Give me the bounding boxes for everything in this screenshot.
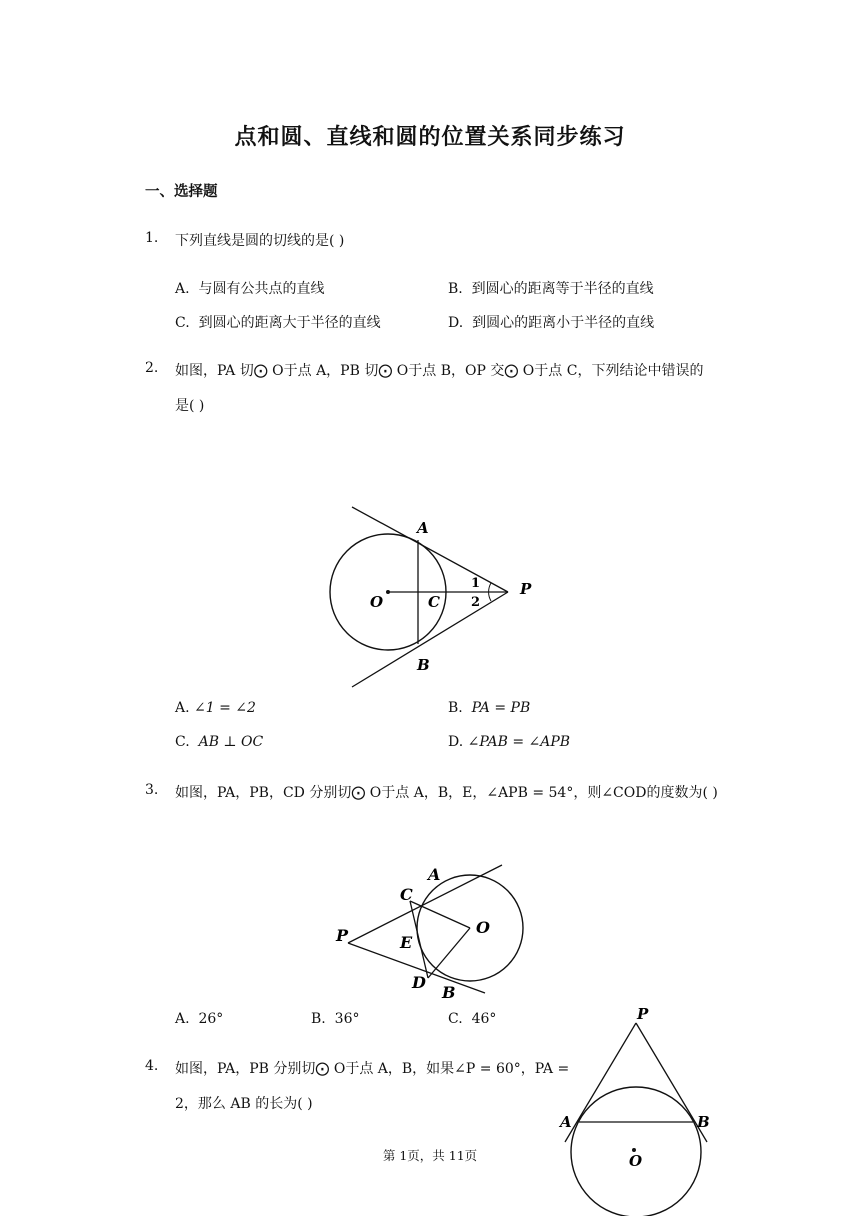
option-text: 36° [334, 1011, 360, 1027]
option-label: D. [448, 734, 464, 750]
question-number: 4. [145, 1058, 159, 1074]
option-text: 26° [198, 1011, 224, 1027]
figure-tangents-cd [330, 855, 530, 1005]
figure-tangents-60deg [555, 1005, 720, 1216]
label-c: C [428, 593, 440, 611]
label-d: D [412, 973, 426, 992]
label-o: O [476, 918, 490, 937]
label-b: B [417, 656, 430, 674]
question-number: 2. [145, 360, 159, 376]
label-a: A [560, 1113, 572, 1131]
option-c [448, 1011, 496, 1027]
option-label: C. [175, 734, 190, 750]
label-angle-2: 2 [471, 595, 481, 610]
option-label: B. [448, 700, 463, 716]
option-label: C. [448, 1011, 463, 1027]
option-label: A. [175, 700, 190, 716]
option-b [448, 278, 654, 298]
label-a: A [417, 519, 429, 537]
option-text: PA = PB [471, 700, 531, 716]
option-d [448, 734, 570, 750]
option-label: C. [175, 315, 190, 331]
option-text: AB ⊥ OC [198, 734, 264, 750]
question-text-line1: 如图，PA 切⨀ O于点 A，PB 切⨀ O于点 B，OP 交⨀ O于点 C，下列结论中错误的 [175, 363, 704, 379]
option-label: A. [175, 1011, 190, 1027]
question-number: 1. [145, 230, 159, 246]
question-text: 如图，PA，PB，CD 分别切⨀ O于点 A，B，E，∠APB = 54°，则∠COD的度数为( ) [175, 785, 718, 801]
label-o: O [629, 1152, 643, 1170]
figure-tangent-pa-pb [320, 500, 550, 695]
section-heading: 一、选择题 [145, 184, 218, 200]
page-title: 点和圆、直线和圆的位置关系同步练习 [234, 124, 626, 150]
label-p: P [520, 580, 532, 598]
option-text: 与圆有公共点的直线 [198, 281, 325, 297]
option-c [175, 312, 381, 332]
option-b [448, 700, 530, 716]
option-a [175, 700, 256, 716]
option-d [448, 312, 654, 332]
tangent-line-pa [565, 1023, 636, 1142]
segment-od [428, 928, 470, 978]
option-text: 到圆心的距离等于半径的直线 [471, 281, 654, 297]
option-c [175, 734, 263, 750]
label-p: P [336, 926, 349, 945]
label-p: P [637, 1005, 649, 1023]
label-o: O [370, 593, 384, 611]
question-text-line2: 2，那么 AB 的长为( ) [175, 1096, 313, 1112]
question-text: 下列直线是圆的切线的是( ) [175, 233, 345, 249]
option-label: B. [311, 1011, 326, 1027]
option-text: ∠PAB = ∠APB [467, 734, 571, 750]
question-text-line2: 是( ) [175, 398, 205, 414]
page-footer: 第 1页，共 11页 [382, 1148, 478, 1163]
label-a: A [428, 865, 441, 884]
option-text: 到圆心的距离大于半径的直线 [198, 315, 381, 331]
tangent-line-pa [352, 507, 508, 592]
option-a [175, 278, 324, 298]
option-a [175, 1011, 223, 1027]
option-text: 46° [471, 1011, 497, 1027]
option-text: 到圆心的距离小于半径的直线 [472, 315, 655, 331]
label-angle-1: 1 [471, 576, 481, 591]
label-b: B [697, 1113, 710, 1131]
question-text-line1: 如图，PA，PB 分别切⨀ O于点 A，B，如果∠P = 60°，PA = [175, 1061, 570, 1077]
question-number: 3. [145, 782, 159, 798]
center-point [386, 590, 390, 594]
label-b: B [442, 983, 456, 1002]
label-e: E [400, 933, 413, 952]
option-label: D. [448, 315, 464, 331]
option-label: B. [448, 281, 463, 297]
option-b [311, 1011, 359, 1027]
option-label: A. [175, 281, 190, 297]
option-text: ∠1 = ∠2 [194, 700, 256, 716]
label-c: C [400, 885, 413, 904]
